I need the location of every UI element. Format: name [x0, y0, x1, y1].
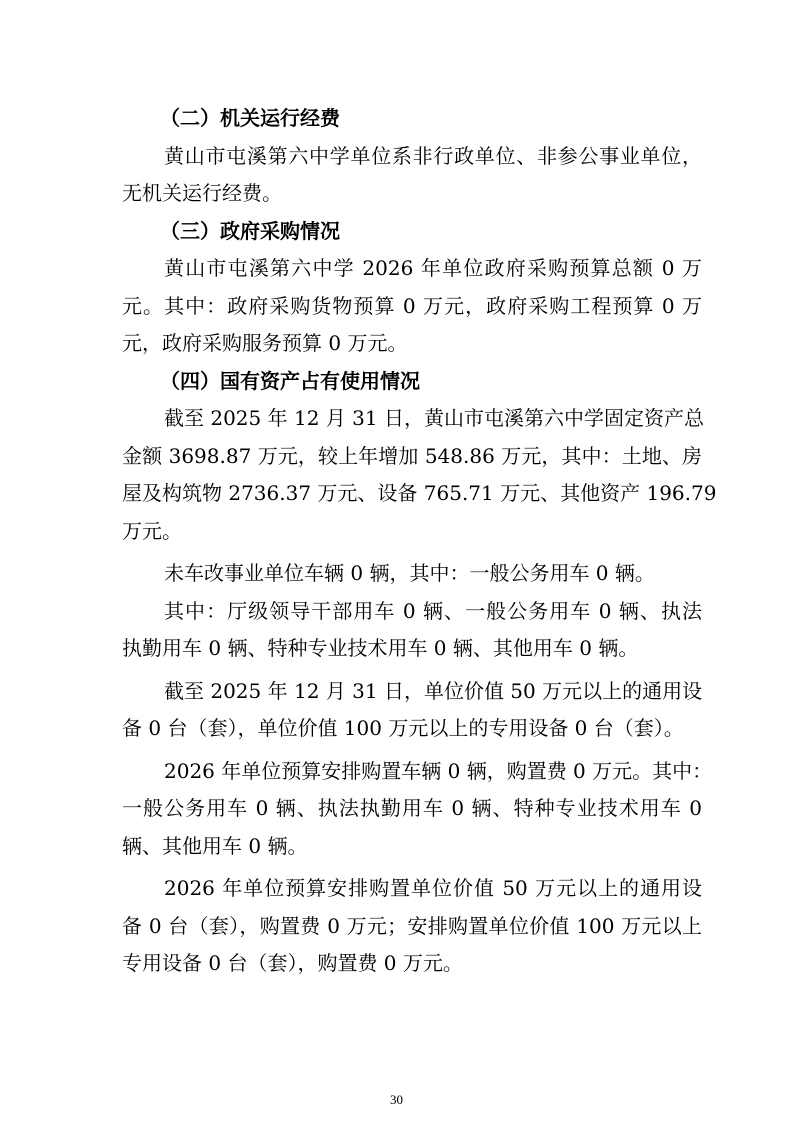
paragraph-line: 无机关运行经费。	[122, 181, 282, 205]
paragraph-line: 黄山市屯溪第六中学 2026 年单位政府采购预算总额 0 万	[164, 256, 702, 280]
paragraph	[122, 400, 717, 550]
paragraph-line: 2026 年单位预算安排购置车辆 0 辆，购置费 0 万元。其中：	[164, 758, 713, 783]
paragraph	[122, 673, 702, 748]
paragraph	[122, 593, 702, 668]
paragraph-line: 元。其中：政府采购货物预算 0 万元，政府采购工程预算 0 万	[122, 293, 702, 318]
paragraph-line: 截至 2025 年 12 月 31 日，单位价值 50 万元以上的通用设	[164, 678, 703, 703]
paragraph-line: 元，政府采购服务预算 0 万元。	[122, 331, 408, 355]
section-heading-administrative-expenses: （二）机关运行经费	[160, 106, 340, 130]
paragraph-line: 黄山市屯溪第六中学单位系非行政单位、非参公事业单位，	[164, 143, 702, 168]
paragraph	[122, 870, 702, 983]
paragraph-line: 万元。	[122, 518, 182, 543]
paragraph-line: 截至 2025 年 12 月 31 日，黄山市屯溪第六中学固定资产总	[164, 406, 704, 430]
paragraph-line: 辆、其他用车 0 辆。	[122, 833, 308, 858]
paragraph-line: 一般公务用车 0 辆、执法执勤用车 0 辆、特种专业技术用车 0	[122, 796, 702, 820]
paragraph	[122, 250, 702, 363]
paragraph-line: 备 0 台（套），购置费 0 万元；安排购置单位价值 100 万元以上	[122, 913, 702, 938]
page-number: 30	[390, 1092, 403, 1107]
section-heading-government-procurement: （三）政府采购情况	[160, 218, 340, 243]
paragraph	[122, 138, 702, 213]
paragraph	[122, 555, 702, 593]
paragraph	[122, 753, 713, 866]
paragraph-line: 屋及构筑物 2736.37 万元、设备 765.71 万元、其他资产 196.79	[122, 481, 717, 505]
paragraph-line: 2026 年单位预算安排购置单位价值 50 万元以上的通用设	[164, 876, 702, 900]
paragraph-line: 专用设备 0 台（套），购置费 0 万元。	[122, 951, 463, 975]
paragraph-line: 其中：厅级领导干部用车 0 辆、一般公务用车 0 辆、执法	[164, 598, 702, 623]
section-heading-state-assets: （四）国有资产占有使用情况	[160, 368, 420, 393]
paragraph-line: 未车改事业单位车辆 0 辆，其中：一般公务用车 0 辆。	[164, 561, 655, 585]
page-content	[122, 100, 717, 983]
paragraph-line: 执勤用车 0 辆、特种专业技术用车 0 辆、其他用车 0 辆。	[122, 636, 639, 660]
paragraph-line: 金额 3698.87 万元，较上年增加 548.86 万元，其中：土地、房	[122, 443, 702, 468]
paragraph-line: 备 0 台（套），单位价值 100 万元以上的专用设备 0 台（套）。	[122, 716, 684, 740]
